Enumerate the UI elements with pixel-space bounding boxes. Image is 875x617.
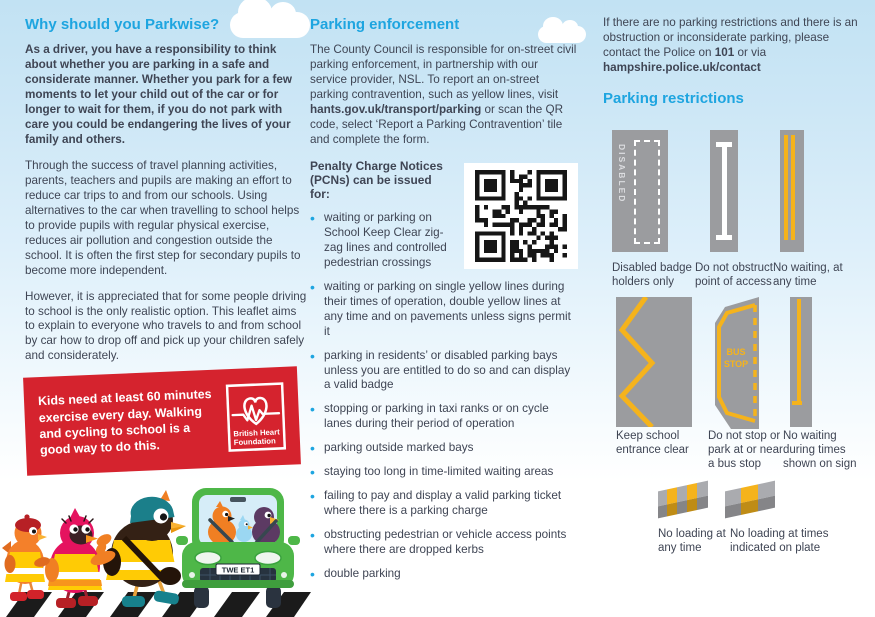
list-item: • stopping or parking in taxi ranks or on cycle lanes during their period of operation (310, 402, 578, 432)
section-title: Parking restrictions (603, 89, 744, 107)
list-item: • parking in residents’ or disabled parking bays unless you are entitled to do so and can display a valid badge (310, 349, 578, 394)
bird-small (2, 514, 51, 601)
list-item: • double parking (310, 567, 578, 582)
list-item: • staying too long in time-limited waiting areas (310, 465, 578, 480)
restriction-caption: No loading at times indicated on plate (730, 528, 829, 554)
restriction-caption: Do not stop or park at or near a bus stop (708, 430, 783, 470)
page-title: Why should you Parkwise? (25, 16, 220, 33)
svg-text:British Heart: British Heart (233, 427, 280, 439)
bhf-message: Kids need at least 60 minutes exercise every day. Walking and cycling to school is a good way to do this. (37, 387, 212, 458)
svg-text:Foundation: Foundation (233, 436, 276, 448)
intro-paragraph: As a driver, you have a responsibility to think about whether you are parking in a safe and considerate manner. Whether you park for a few moments to let your child out of the car or for longer to wait for them, if you do not park with care you could be endangering the lives of your family and others. (25, 43, 292, 146)
list-item: • obstructing pedestrian or vehicle access points where there are dropped kerbs (310, 528, 578, 558)
svg-text:STOP: STOP (723, 359, 749, 369)
double-yellow-lines-marking (780, 130, 804, 252)
police-contact-paragraph: If there are no parking restrictions and there is an obstruction or inconsiderate parking, please contact the Police on 101 or via hampshire.police.uk/contact (603, 16, 858, 74)
restriction-caption: No waiting, at any time (773, 262, 843, 288)
column-why-parkwise (25, 0, 307, 375)
dashed-bay-outline (634, 140, 660, 244)
paragraph: Through the success of travel planning activities, parents, teachers and pupils are making an effort to reduce car trips to and from our schools. Using alternatives to the car when travelling to school helps to provide pupils with regular physical exercise, reduces air pollution and congestion outside the school. It is often the first step for secondary pupils to become more independent. (25, 158, 301, 277)
bus-stop-marking (711, 297, 759, 429)
green-car (176, 488, 300, 608)
heart-pulse-logo-icon (226, 382, 287, 452)
enforcement-paragraph: The County Council is responsible for on-street civil parking enforcement, in partnership with our service provider, NSL. To report an on-street parking contravention, such as yellow lines, visit hants.gov.uk/transport/parking or scan the QR code, select ‘Report a Parking Contravention’ tile and complete the form. (310, 43, 577, 146)
pcn-heading: Penalty Charge Notices (PCNs) can be issued for: (310, 158, 443, 201)
access-protection-marking (710, 130, 738, 252)
disabled-bay-label: DISABLED (617, 144, 627, 204)
bhf-message-box (23, 366, 301, 475)
restriction-caption: Disabled badge holders only (612, 262, 692, 288)
section-title: Parking enforcement (310, 16, 460, 33)
license-plate: TWE ET1 (221, 565, 255, 575)
restriction-caption: Keep school entrance clear (616, 430, 689, 456)
restrictions-grid (603, 118, 873, 617)
paragraph: However, it is appreciated that for some people driving to school is the only realistic option. This leaflet aims to explain to everyone who travels to and from school by car how to drop off and pick up your children safely and considerately. (25, 289, 307, 363)
school-crossing-illustration (0, 478, 312, 617)
police-url: hampshire.police.uk/contact (603, 60, 761, 74)
column-parking-enforcement (310, 0, 578, 591)
restriction-caption: Do not obstruct point of access (695, 262, 773, 288)
report-url: hants.gov.uk/transport/parking (310, 102, 482, 116)
list-item: • waiting or parking on single yellow lines during their times of operation, double yellow lines at any time and on pavements unless signs permit it (310, 280, 578, 340)
disabled-bay-marking (612, 130, 668, 252)
list-item: • failing to pay and display a valid parking ticket where there is a parking charge (310, 489, 578, 519)
list-item: • waiting or parking on School Keep Clear zig-zag lines and controlled pedestrian crossings (310, 211, 578, 271)
list-item: • parking outside marked bays (310, 441, 578, 456)
svg-text:BUS: BUS (726, 347, 746, 357)
zigzag-marking (616, 297, 692, 427)
bird-large (94, 490, 186, 607)
pcn-bullet-list (310, 211, 578, 582)
restriction-caption: No waiting during times shown on sign (783, 430, 857, 470)
restriction-caption: No loading at any time (658, 528, 726, 554)
kerb-single-stripe-icon (725, 478, 777, 518)
police-phone: 101 (714, 45, 735, 59)
kerb-double-stripe-icon (658, 478, 710, 518)
column-parking-restrictions (603, 0, 865, 554)
single-yellow-line-marking (790, 297, 812, 427)
